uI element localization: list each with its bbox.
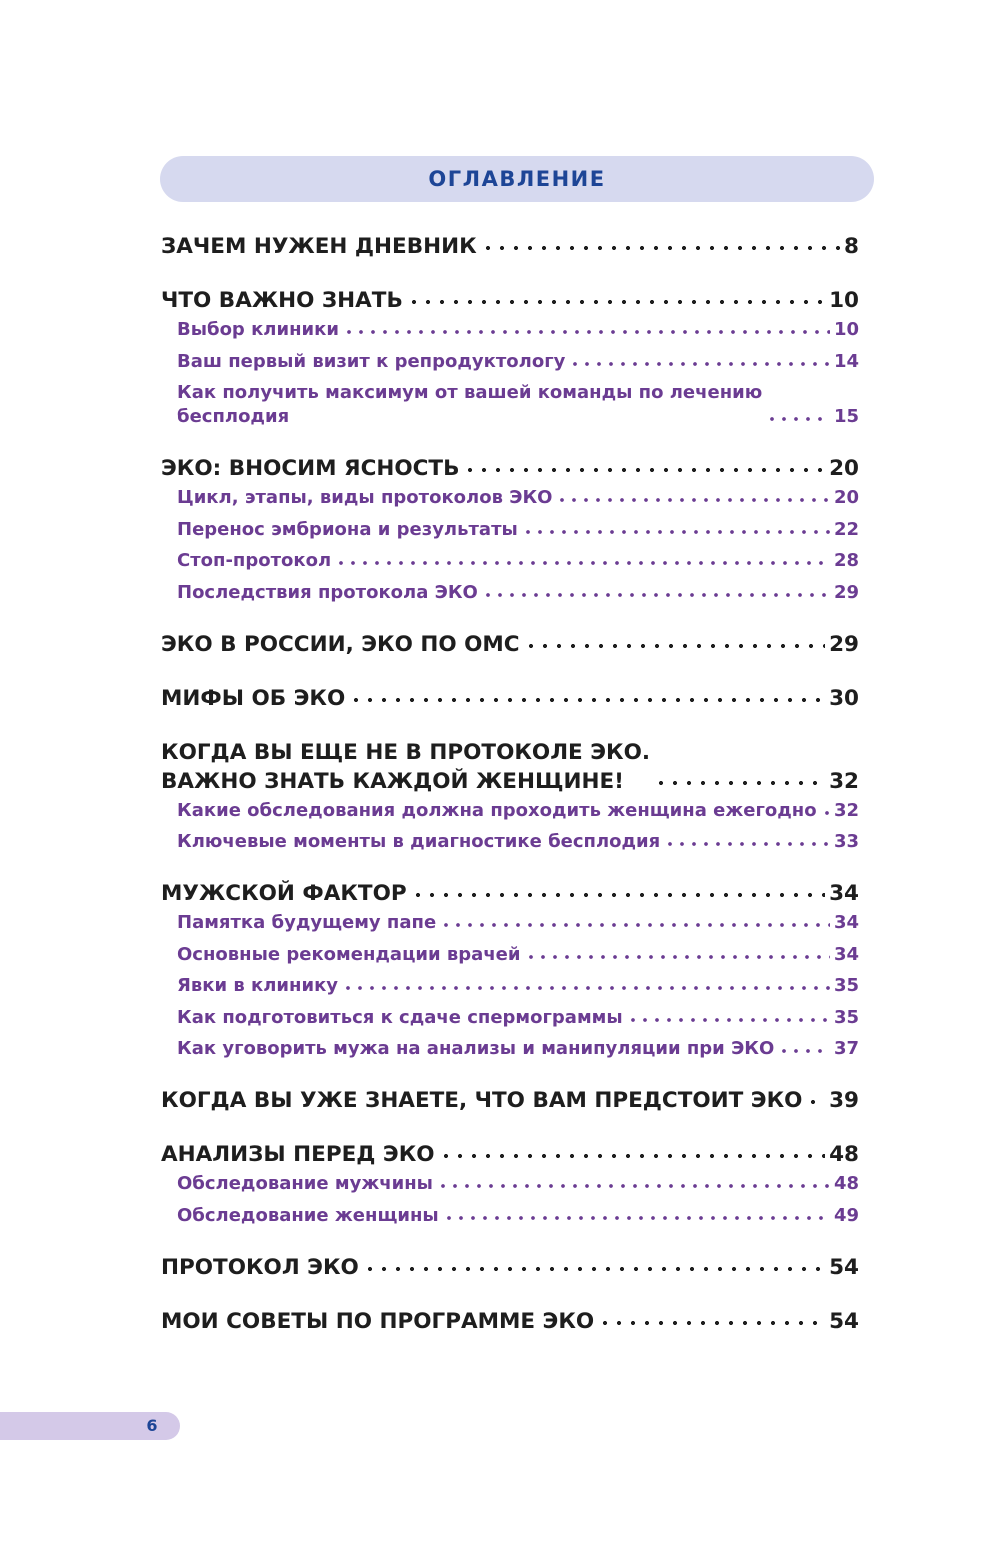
toc-entry-label: Какие обследования должна проходить женщина ежегодно	[177, 799, 817, 821]
page-number: 6	[146, 1416, 158, 1435]
toc-entry-page: 35	[833, 1006, 859, 1028]
toc-entry-page: 48	[829, 1142, 859, 1167]
dot-leader	[654, 776, 825, 790]
toc-entry-label: Обследование женщины	[177, 1204, 439, 1226]
dot-leader	[343, 326, 830, 338]
toc-subentry[interactable]	[161, 549, 859, 573]
dot-leader	[569, 358, 830, 370]
toc-subentry[interactable]	[161, 1006, 859, 1030]
dot-leader	[411, 888, 825, 902]
toc-subentry[interactable]	[161, 581, 859, 605]
toc-entry-page: 14	[833, 350, 859, 372]
toc-subentry[interactable]	[161, 518, 859, 542]
toc-title: ОГЛАВЛЕНИЕ	[428, 167, 606, 191]
toc-entry-page: 34	[833, 943, 859, 965]
toc-entry-page: 39	[829, 1088, 859, 1113]
toc-entry-label: Основные рекомендации врачей	[177, 943, 521, 965]
dot-leader	[407, 295, 825, 309]
toc-entry[interactable]	[161, 1140, 859, 1169]
dot-leader	[437, 1180, 830, 1192]
toc-subentry[interactable]	[161, 830, 859, 854]
toc-entry-label: Ключевые моменты в диагностике бесплодия	[177, 831, 661, 852]
toc-entry[interactable]	[161, 879, 859, 908]
toc-entry-label: КОГДА ВЫ ЕЩЕ НЕ В ПРОТОКОЛЕ ЭКО. ВАЖНО ЗНАТЬ КАЖДОЙ ЖЕНЩИНЕ!	[161, 739, 651, 794]
toc-entry-label: Цикл, этапы, виды протоколов ЭКО	[177, 487, 553, 508]
dot-leader	[766, 413, 830, 425]
toc-entry-label: Явки в клинику	[177, 975, 339, 996]
toc-entry[interactable]	[161, 232, 859, 261]
toc-entry-label: Ваш первый визит к репродуктологу	[177, 350, 566, 372]
table-of-contents	[161, 232, 859, 1336]
dot-leader	[664, 838, 830, 850]
toc-entry-label: Памятка будущему папе	[177, 912, 437, 933]
toc-subentry[interactable]	[161, 486, 859, 510]
toc-subentry[interactable]	[161, 943, 859, 967]
toc-entry-label: Как уговорить мужа на анализы и манипуляции при ЭКО	[177, 1038, 775, 1059]
toc-entry-label: МИФЫ ОБ ЭКО	[161, 685, 346, 711]
toc-entry-page: 8	[844, 234, 859, 259]
toc-subentry[interactable]	[161, 1172, 859, 1196]
toc-entry[interactable]	[161, 1253, 859, 1282]
dot-leader	[627, 1014, 830, 1026]
toc-entry-page: 10	[833, 319, 859, 340]
dot-leader	[481, 241, 840, 255]
toc-entry-page: 30	[829, 685, 859, 711]
dot-leader	[522, 526, 830, 538]
toc-entry-label: Стоп-протокол	[177, 550, 332, 571]
dot-leader	[463, 463, 825, 477]
dot-leader	[821, 807, 830, 819]
toc-entry-page: 54	[829, 1254, 859, 1280]
toc-subentry[interactable]	[161, 1037, 859, 1061]
toc-subentry[interactable]	[161, 1204, 859, 1228]
toc-subentry[interactable]	[161, 911, 859, 935]
toc-entry-page: 48	[833, 1173, 859, 1194]
toc-entry[interactable]	[161, 286, 859, 315]
toc-entry-label: Перенос эмбриона и результаты	[177, 518, 518, 540]
toc-entry-label: ЭКО В РОССИИ, ЭКО ПО ОМС	[161, 631, 520, 657]
toc-entry-label: ПРОТОКОЛ ЭКО	[161, 1254, 359, 1280]
toc-entry-page: 29	[829, 631, 859, 657]
dot-leader	[524, 639, 826, 653]
dot-leader	[335, 557, 830, 569]
dot-leader	[556, 494, 829, 506]
dot-leader	[342, 982, 830, 994]
toc-entry-label: ЭКО: ВНОСИМ ЯСНОСТЬ	[161, 456, 460, 481]
toc-header-band	[160, 156, 874, 202]
dot-leader	[598, 1316, 825, 1330]
toc-subentry[interactable]	[161, 799, 859, 823]
toc-entry-label: Обследование мужчины	[177, 1173, 433, 1194]
toc-entry-label: Последствия протокола ЭКО	[177, 581, 478, 603]
toc-entry-page: 29	[833, 581, 859, 603]
toc-subentry[interactable]	[161, 974, 859, 998]
dot-leader	[349, 693, 825, 707]
toc-entry-label: Как подготовиться к сдаче спермограммы	[177, 1006, 623, 1028]
toc-entry-page: 32	[833, 799, 859, 821]
dot-leader	[806, 1095, 825, 1109]
toc-entry-label: МУЖСКОЙ ФАКТОР	[161, 881, 407, 906]
toc-subentry[interactable]	[161, 318, 859, 342]
toc-subentry[interactable]	[161, 381, 859, 429]
toc-entry-label: ЧТО ВАЖНО ЗНАТЬ	[161, 288, 403, 313]
toc-subentry[interactable]	[161, 350, 859, 374]
toc-entry[interactable]	[161, 1086, 859, 1115]
toc-entry-page: 49	[833, 1204, 859, 1226]
toc-entry-page: 35	[833, 975, 859, 996]
toc-entry-page: 15	[833, 406, 859, 427]
dot-leader	[440, 919, 830, 931]
toc-entry-page: 22	[833, 518, 859, 540]
toc-entry-page: 33	[833, 831, 859, 852]
toc-entry-label: МОИ СОВЕТЫ ПО ПРОГРАММЕ ЭКО	[161, 1308, 595, 1334]
toc-entry[interactable]	[161, 630, 859, 659]
dot-leader	[443, 1212, 830, 1224]
toc-entry[interactable]	[161, 684, 859, 713]
toc-entry-label: Выбор клиники	[177, 319, 339, 340]
toc-entry-page: 10	[829, 288, 859, 313]
toc-entry-label: Как получить максимум от вашей команды по лечению бесплодия	[177, 382, 763, 427]
toc-entry-page: 20	[833, 487, 859, 508]
toc-entry-label: АНАЛИЗЫ ПЕРЕД ЭКО	[161, 1142, 435, 1167]
dot-leader	[439, 1149, 826, 1163]
toc-entry[interactable]	[161, 1307, 859, 1336]
toc-entry-page: 37	[833, 1038, 859, 1059]
dot-leader	[482, 589, 830, 601]
toc-entry[interactable]	[161, 738, 859, 796]
toc-entry-page: 54	[829, 1308, 859, 1334]
dot-leader	[363, 1262, 825, 1276]
toc-entry[interactable]	[161, 454, 859, 483]
toc-entry-page: 32	[829, 768, 859, 794]
toc-entry-page: 28	[833, 550, 859, 571]
toc-entry-label: КОГДА ВЫ УЖЕ ЗНАЕТЕ, ЧТО ВАМ ПРЕДСТОИТ ЭКО	[161, 1088, 803, 1113]
toc-entry-page: 20	[829, 456, 859, 481]
toc-entry-page: 34	[829, 881, 859, 906]
dot-leader	[778, 1045, 830, 1057]
toc-entry-label: ЗАЧЕМ НУЖЕН ДНЕВНИК	[161, 234, 477, 259]
toc-entry-page: 34	[833, 912, 859, 933]
dot-leader	[525, 951, 830, 963]
